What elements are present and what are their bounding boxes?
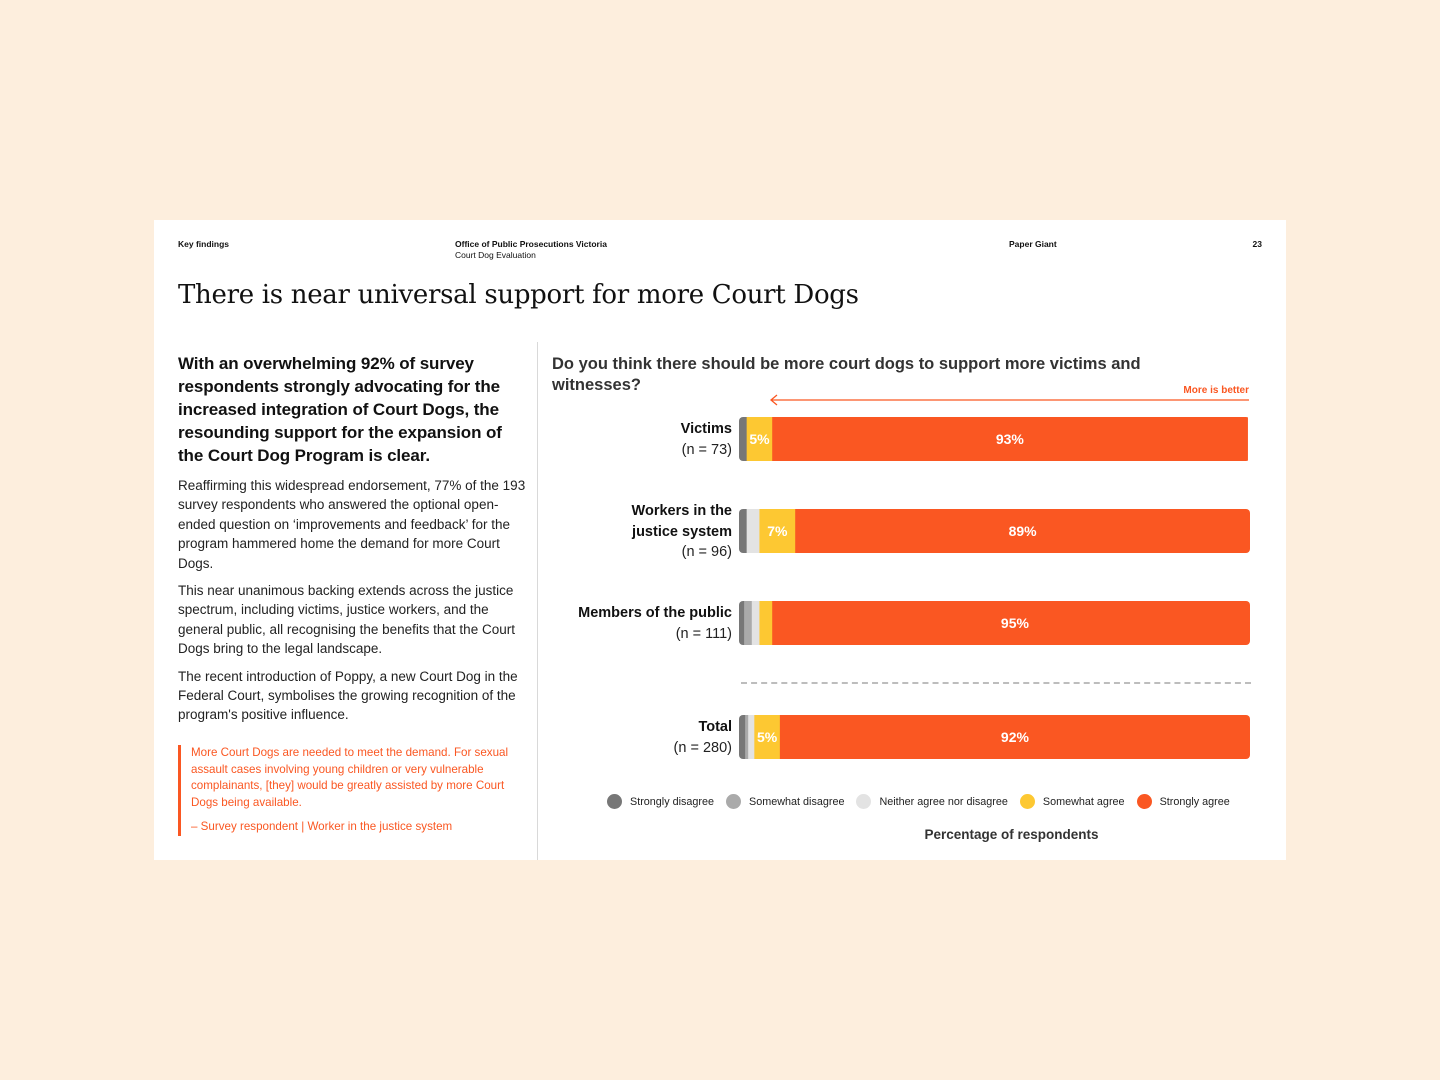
legend-swatch-strongly-disagree <box>607 794 622 809</box>
category-label-workers <box>562 501 732 563</box>
legend-swatch-somewhat-disagree <box>726 794 741 809</box>
stacked-bar-chart <box>738 416 1253 776</box>
quote-text: More Court Dogs are needed to meet the demand. For sexual assault cases involving young children or very vulnerable complainants, [they] would be greatly assisted by more Court Dogs being available. <box>191 746 509 809</box>
bar-group <box>739 715 1251 759</box>
bar-segment-neither <box>752 601 760 645</box>
respondent-quote <box>178 745 531 836</box>
data-label-strongly-agree: 95% <box>1000 615 1029 631</box>
category-name: Members of the public <box>578 605 732 621</box>
bar-segment-strongly-disagree <box>739 601 745 645</box>
chart-legend <box>607 794 1242 809</box>
header-org: Office of Public Prosecutions Victoria <box>455 239 607 249</box>
bar-group <box>739 509 1251 553</box>
legend-label: Somewhat agree <box>1042 795 1125 808</box>
bar-segment-neither <box>748 715 755 759</box>
bar-group <box>739 601 1253 645</box>
data-label-somewhat-agree: 5% <box>749 431 770 447</box>
body-paragraph: The recent introduction of Poppy, a new Court Dog in the Federal Court, symbolises the growing recognition of the program's positive influence. <box>178 668 518 723</box>
column-divider <box>537 342 538 860</box>
bar-segment-neither <box>747 509 760 553</box>
legend-label: Neither agree nor disagree <box>879 795 1008 808</box>
data-label-somewhat-agree: 7% <box>767 523 788 539</box>
category-n: (n = 73) <box>681 441 732 458</box>
bar-segment-somewhat-agree <box>759 601 772 645</box>
data-label-somewhat-agree: 5% <box>756 729 778 745</box>
header-org-block <box>455 239 607 261</box>
header-author: Paper Giant <box>1009 239 1057 249</box>
page-title: There is near universal support for more Court Dogs <box>178 280 859 310</box>
chart-title: Do you think there should be more court dogs to support more victims and witnesses? <box>552 355 1141 394</box>
legend-label: Strongly agree <box>1159 795 1230 808</box>
total-separator <box>741 682 1251 684</box>
legend-swatch-neither <box>856 794 871 809</box>
bar-segment-somewhat-disagree <box>745 715 749 759</box>
bar-segment-strongly-disagree <box>739 715 746 759</box>
key-finding-text <box>178 352 528 733</box>
page-number: 23 <box>1252 239 1262 249</box>
body-paragraph: This near unanimous backing extends across the justice spectrum, including victims, justice workers, and the general public, all recognising the benefits that the Court Dogs bring to the legal landscape. <box>178 583 515 657</box>
category-name: Total <box>698 719 732 735</box>
category-name: Workers in the justice system <box>631 503 732 540</box>
category-label-victims <box>562 419 732 460</box>
legend-label: Somewhat disagree <box>749 795 845 808</box>
category-n: (n = 280) <box>673 739 732 756</box>
category-label-public <box>562 603 732 644</box>
body-paragraph: Reaffirming this widespread endorsement, 77% of the 193 survey respondents who answered the optional open-ended question on ‘improvements and feedback’ for the program hammered home the demand for more Court Dogs. <box>178 478 526 571</box>
data-label-strongly-agree: 92% <box>1000 729 1029 745</box>
legend-item <box>1020 794 1125 809</box>
legend-swatch-somewhat-agree <box>1020 794 1035 809</box>
quote-attribution: – Survey respondent | Worker in the justice system <box>191 820 453 833</box>
bar-segment-strongly-disagree <box>739 417 747 461</box>
legend-item <box>607 794 714 809</box>
bar-segment-somewhat-disagree <box>744 601 752 645</box>
report-page <box>154 220 1286 860</box>
header-section: Key findings <box>178 239 230 249</box>
more-is-better-arrow <box>768 394 1250 406</box>
data-label-strongly-agree: 93% <box>995 431 1024 447</box>
lead-paragraph: With an overwhelming 92% of survey respondents strongly advocating for the increased integration of Court Dogs, the resounding support for the expansion of the Court Dog Program is clear. <box>178 354 502 465</box>
legend-item <box>726 794 844 809</box>
category-n: (n = 96) <box>681 544 732 560</box>
category-n: (n = 111) <box>675 625 732 642</box>
header-report: Court Dog Evaluation <box>455 250 536 260</box>
data-label-strongly-agree: 89% <box>1008 523 1037 539</box>
legend-item <box>856 794 1007 809</box>
category-label-total <box>562 717 732 758</box>
legend-swatch-strongly-agree <box>1137 794 1152 809</box>
legend-item <box>1137 794 1230 809</box>
bar-group <box>739 417 1248 461</box>
x-axis-label: Percentage of respondents <box>924 827 1099 842</box>
category-name: Victims <box>680 421 732 437</box>
legend-label: Strongly disagree <box>630 795 715 808</box>
bar-segment-strongly-disagree <box>739 509 747 553</box>
more-is-better-label: More is better <box>1183 385 1249 396</box>
